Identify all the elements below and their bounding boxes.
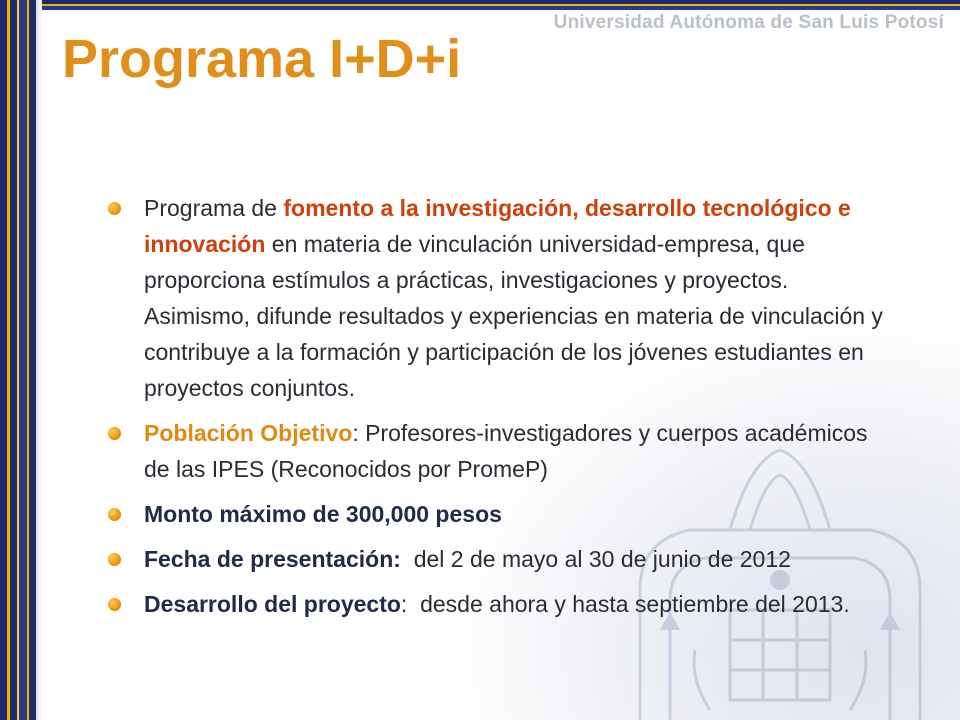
list-item [102, 586, 892, 622]
list-item [102, 496, 892, 532]
bullet-text: Programa de [144, 195, 284, 221]
highlight-text: fomento a la investigación, desarrollo tecnológico e innovación [144, 195, 851, 257]
university-name: Universidad Autónoma de San Luis Potosí [553, 12, 944, 33]
top-band [42, 0, 960, 10]
bullet-label: Monto máximo de 300,000 pesos [144, 501, 502, 527]
bullet-label: Desarrollo del proyecto [144, 591, 401, 617]
orange-dot-bullet-icon [108, 427, 121, 440]
orange-dot-bullet-icon [108, 553, 121, 566]
list-item [102, 415, 892, 487]
list-item [102, 541, 892, 577]
orange-dot-bullet-icon [108, 508, 121, 521]
left-stripes [0, 0, 42, 720]
bullet-label: Fecha de presentación: [144, 546, 401, 572]
bullet-text: en materia de vinculación universidad-empresa, que proporciona estímulos a prácticas, investigaciones y proyectos. Asimismo, difunde resultados y experiencias en materia de vinculación y contribuye a la formación y participación de los jóvenes estudiantes en proyectos conjuntos. [144, 231, 883, 401]
list-item [102, 190, 892, 406]
slide-title: Programa I+D+i [62, 29, 462, 89]
bullet-label: Población Objetivo [144, 420, 353, 446]
bullet-text: : desde ahora y hasta septiembre del 2013. [400, 591, 850, 617]
bullet-text: : Profesores-investigadores y cuerpos académicos de las IPES (Reconocidos por PromeP) [144, 420, 868, 482]
orange-dot-bullet-icon [108, 202, 121, 215]
bullet-list [102, 190, 892, 631]
bullet-text: del 2 de mayo al 30 de junio de 2012 [400, 546, 791, 572]
orange-dot-bullet-icon [108, 598, 121, 611]
